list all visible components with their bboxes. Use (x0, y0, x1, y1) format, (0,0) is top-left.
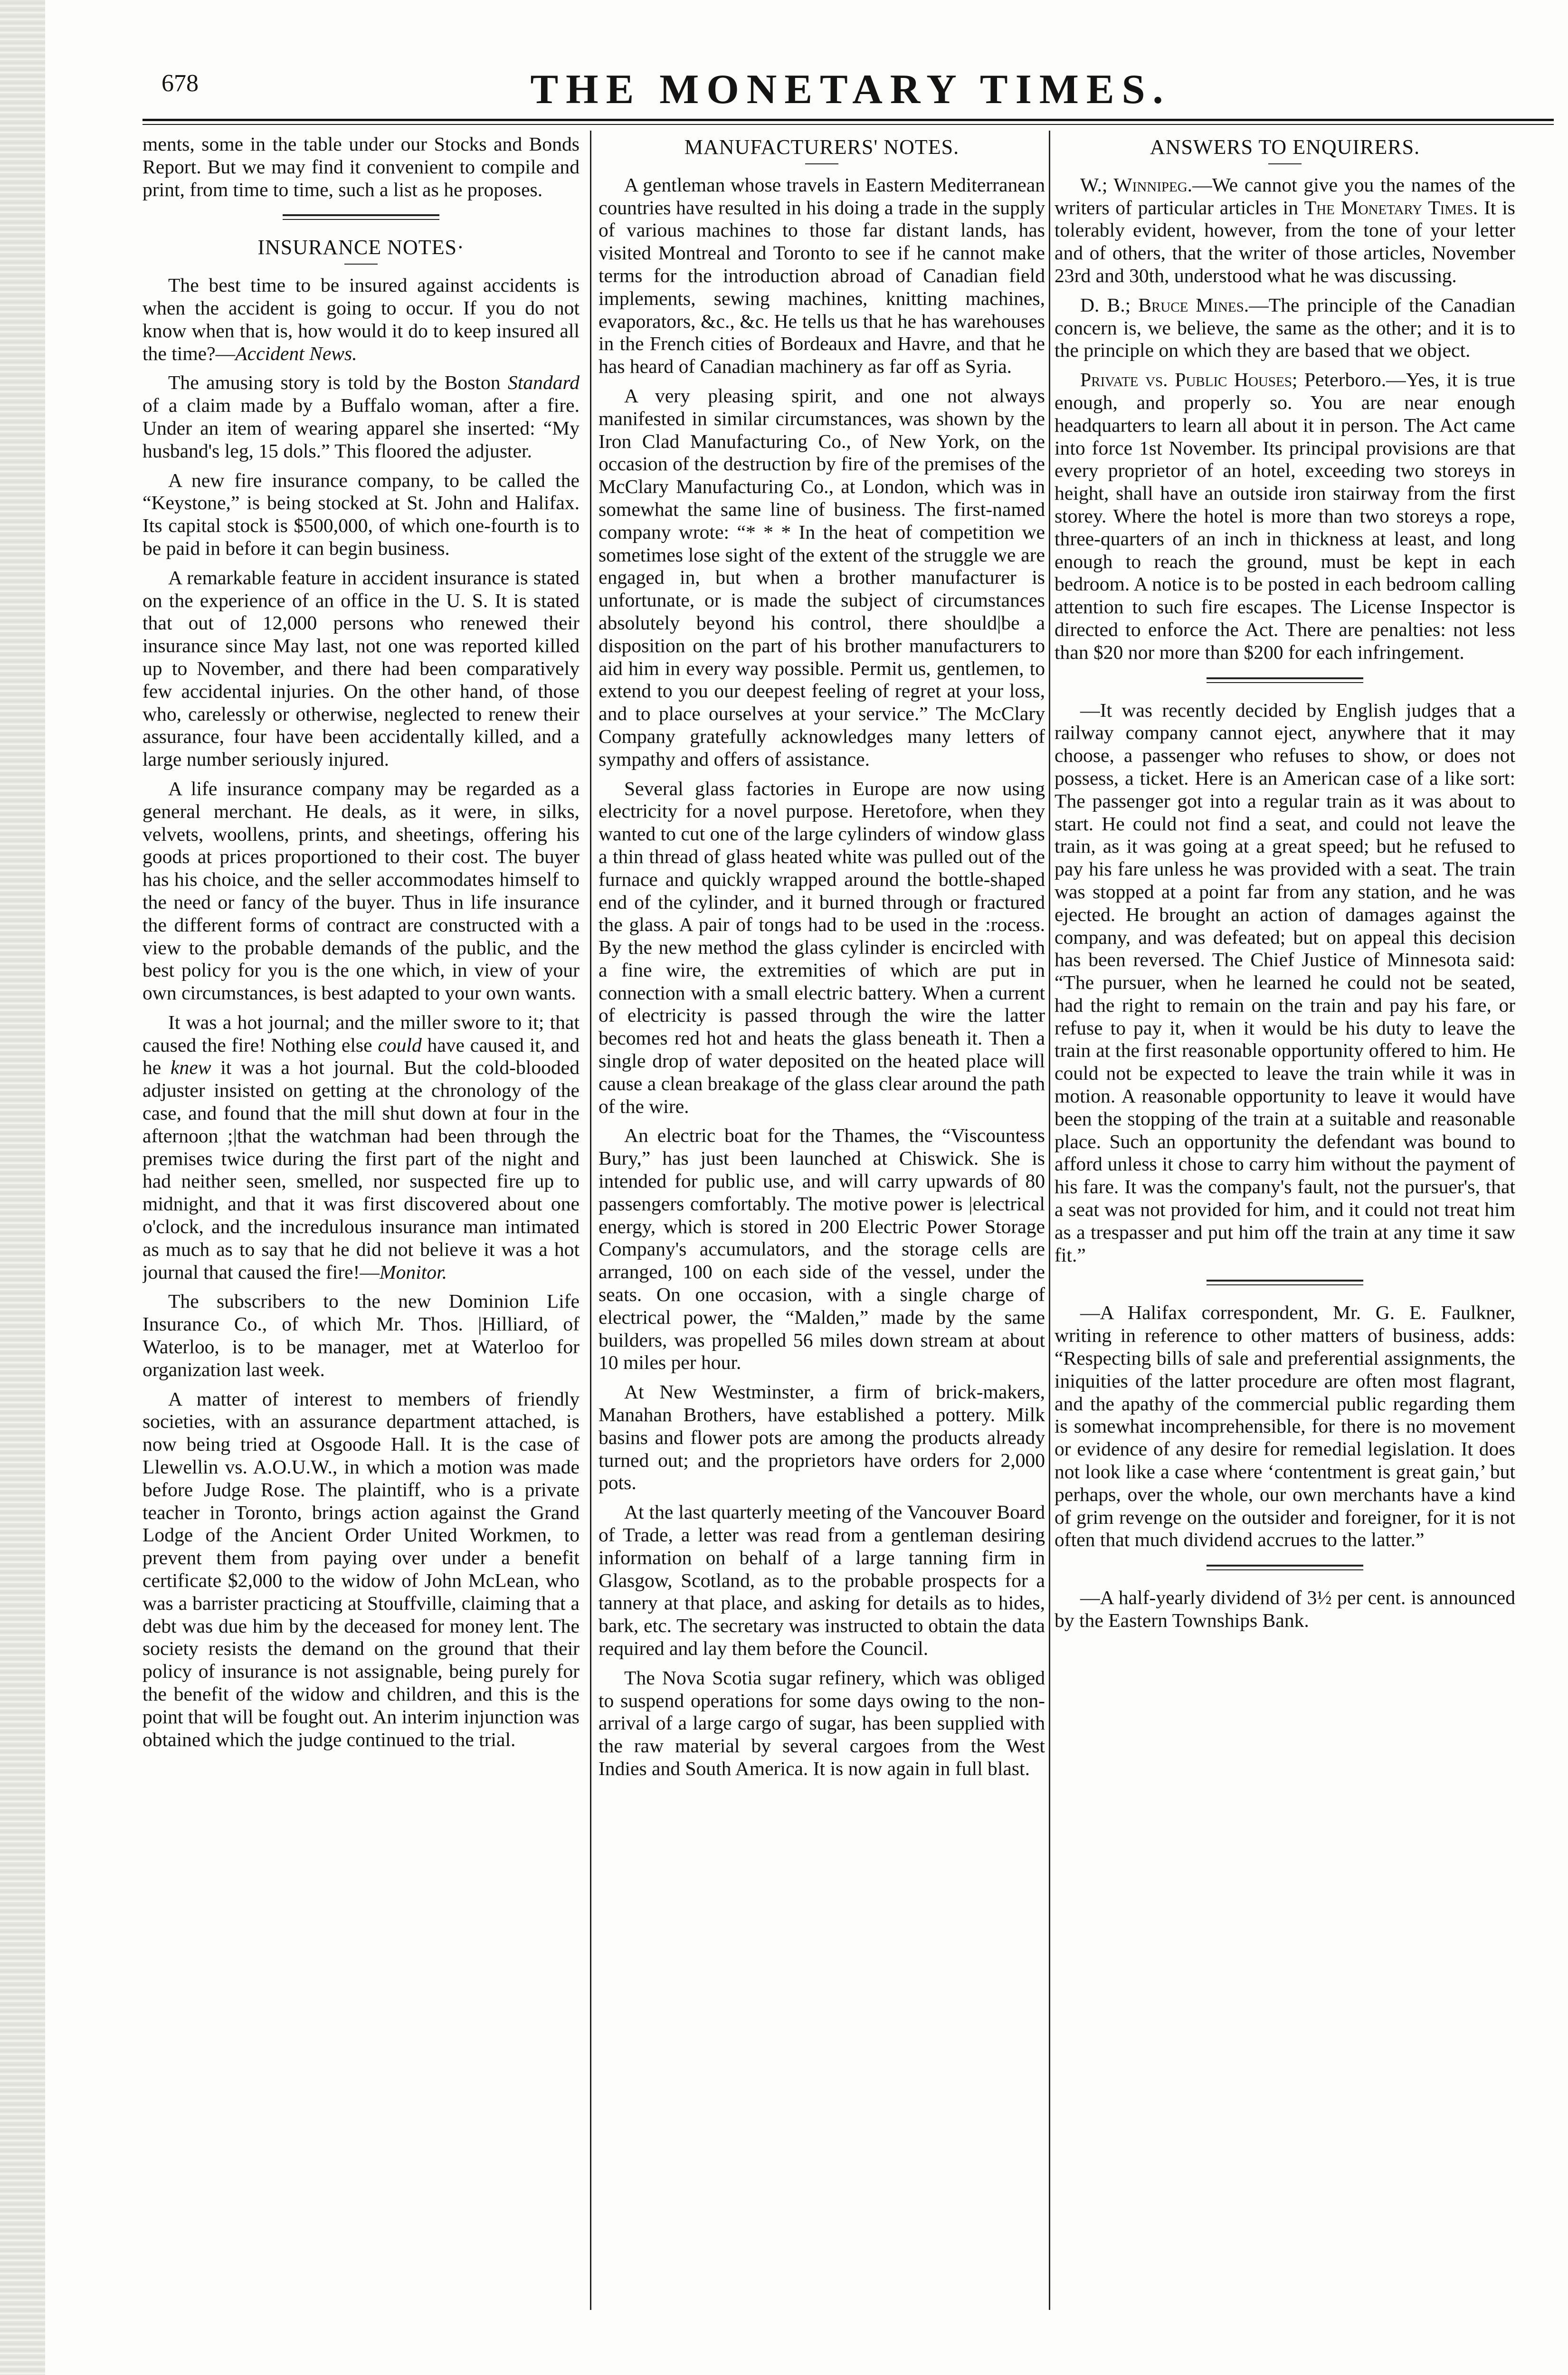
paragraph: At the last quarterly meeting of the Vancouver Board of Trade, a letter was read from a gentleman desiring information on behalf of a large tanning firm in Glasgow, Scotland, as to the probable prospects for a tannery at that place, and asking for details as to hides, bark, etc. The secretary was instructed to obtain the data required and lay them before the Council. (599, 1501, 1045, 1659)
paragraph: The amusing story is told by the Boston Standard of a claim made by a Buffalo woman, after a fire. Under an item of wearing apparel she inserted: “My husband's leg, 15 dols.” This floored the adjuster. (143, 371, 580, 462)
scan-edge (0, 0, 45, 2375)
page-number: 678 (162, 70, 199, 97)
source-citation: Accident News. (235, 342, 357, 364)
paragraph: D. B.; Bruce Mines.—The principle of the Canadian concern is, we believe, the same as the other; and it is to the principle on which they are based that we object. (1055, 294, 1515, 361)
paragraph: —A Halifax correspondent, Mr. G. E. Faulkner, writing in reference to other matters of business, adds: “Respecting bills of sale and preferential assignments, the iniquities of the latter procedure are often most flagrant, and the apathy of the commercial public regarding them is somewhat incomprehensible, for there is no movement or evidence of any desire for remedial legislation. It does not look like a case where ‘contentment is great gain,’ but perhaps, over the whole, our own merchants have a kind of grim revenge on the outsider and foreigner, for it is not often that much dividend accrues to the latter.” (1055, 1302, 1515, 1551)
paragraph: The Nova Scotia sugar refinery, which was obliged to suspend operations for some days owing to the non-arrival of a large cargo of sugar, has been supplied with the raw material by several cargoes from the West Indies and South America. It is now again in full blast. (599, 1666, 1045, 1779)
paragraph: ments, some in the table under our Stocks and Bonds Report. But we may find it convenient to compile and print, from time to time, such a list as he proposes. (143, 133, 580, 200)
paragraph: A new fire insurance company, to be called the “Keystone,” is being stocked at St. John and Halifax. Its capital stock is $500,000, of which one-fourth is to be paid in before it can begin business. (143, 469, 580, 559)
section-heading-answers: ANSWERS TO ENQUIRERS. (1150, 135, 1420, 159)
masthead-title: THE MONETARY TIMES. (530, 66, 1171, 113)
heading-rule (805, 163, 838, 164)
column-1 (143, 133, 580, 2312)
source-citation: Monitor. (379, 1261, 447, 1283)
paragraph: A gentleman whose travels in Eastern Mediterranean countries have resulted in his doing a trade in the supply of various machines to those far distant lands, has visited Montreal and Toronto to see if he cannot make terms for the introduction abroad of Canadian field implements, sewing machines, knitting machines, evaporators, &c., &c. He tells us that he has warehouses in the French cities of Bordeaux and Havre, and that he has heard of Canadian machinery as far off as Syria. (599, 173, 1045, 378)
section-rule (1207, 1565, 1363, 1570)
paragraph: The best time to be insured against accidents is when the accident is going to occur. If you do not know when that is, how would it do to keep insured all the time?—Accident News. (143, 274, 580, 364)
paragraph: At New Westminster, a firm of brick-makers, Manahan Brothers, have established a pottery. Milk basins and flower pots are among the products already turned out; and the proprietors have orders for 2,000 pots. (599, 1381, 1045, 1494)
paragraph: A very pleasing spirit, and one not always manifested in similar circumstances, was shown by the Iron Clad Manufacturing Co., of New York, on the occasion of the destruction by fire of the premises of the McClary Manufacturing Co., at London, which was in somewhat the same line of business. The first-named company wrote: “* * * In the heat of competition we sometimes lose sight of the extent of the struggle we are engaged in, but when a brother manufacturer is unfortunate, or is made the subject of circumstances absolutely beyond his control, there should|be a disposition on the part of his brother manufacturers to aid him in every way possible. Permit us, gentlemen, to extend to you our deepest feeling of regret at your loss, and to place ourselves at your service.” The McClary Company gratefully acknowledges many letters of sympathy and offers of assistance. (599, 384, 1045, 770)
paragraph: It was a hot journal; and the miller swore to it; that caused the fire! Nothing else could have caused it, and he knew it was a hot journal. But the cold-blooded adjuster insisted on getting at the chronology of the case, and found that the mill shut down at four in the afternoon ;|that the watchman had been through the premises twice during the first part of the night and had neither seen, smelled, nor suspected fire up to midnight, and that it was first discovered about one o'clock, and the incredulous insurance man intimated as much as to say that he did not believe it was a hot journal that caused the fire!—Monitor. (143, 1011, 580, 1283)
enquirer-label: Private vs. Public Houses (1080, 369, 1292, 391)
column-divider (590, 131, 591, 2310)
paragraph: Private vs. Public Houses; Peterboro.—Yes, it is true enough, and properly so. You are near enough headquarters to learn all about it in person. The Act came into force 1st November. Its principal provisions are that every proprietor of an hotel, exceeding two storeys in height, shall have an outside iron stairway from the first storey. Where the hotel is more than two storeys a rope, three-quarters of an inch in thickness at least, and long enough to reach the ground, must be kept in each bedroom. A notice is to be posted in each bedroom calling attention to such fire escapes. The License Inspector is directed to enforce the Act. There are penalties: not less than $20 nor more than $200 for each infringement. (1055, 369, 1515, 663)
paragraph: W.; Winnipeg.—We cannot give you the names of the writers of particular articles in The Monetary Times. It is tolerably evident, however, from the tone of your letter and of others, that the writer of those articles, November 23rd and 30th, understood what he was discussing. (1055, 173, 1515, 286)
heading-rule (1268, 163, 1302, 164)
section-rule (1207, 677, 1363, 683)
section-rule (283, 214, 439, 220)
column-2 (599, 133, 1045, 2312)
paragraph: An electric boat for the Thames, the “Viscountess Bury,” has just been launched at Chiswick. She is intended for public use, and will carry upwards of 80 passengers comfortably. The motive power is |electrical energy, which is stored in 200 Electric Power Storage Company's accumulators, and the storage cells are arranged, 100 on each side of the vessel, under the seats. On one occasion, with a single charge of electrical power, the “Malden,” made by the same builders, was propelled 56 miles down stream at about 10 miles per hour. (599, 1124, 1045, 1374)
heading-rule (344, 264, 378, 265)
paragraph: A remarkable feature in accident insurance is stated on the experience of an office in the U. S. It is stated that out of 12,000 persons who renewed their insurance since May last, not one was reported killed up to November, and there had been comparatively few accidental injuries. On the other hand, of those who, carelessly or otherwise, neglected to renew their assurance, four have been accidentally killed, and a large number seriously injured. (143, 566, 580, 770)
paragraph: A life insurance company may be regarded as a general merchant. He deals, as it were, in silks, velvets, woollens, prints, and sheetings, offering his goods at prices proportioned to their cost. The buyer has his choice, and the seller accommodates himself to the need or fancy of the buyer. Thus in life insurance the different forms of contract are constructed with a view to the probable demands of the public, and the best policy for you is the one which, in view of your own circumstances, is best adapted to your own wants. (143, 777, 580, 1004)
section-heading-insurance: INSURANCE NOTES· (257, 236, 465, 259)
column-divider (1049, 131, 1050, 2310)
paragraph: The subscribers to the new Dominion Life Insurance Co., of which Mr. Thos. |Hilliard, of Waterloo, is to be manager, met at Waterloo for organization last week. (143, 1290, 580, 1380)
enquirer-label: D. B.; Bruce Mines. (1080, 294, 1249, 316)
enquirer-label: W.; Winnipeg. (1080, 173, 1193, 196)
section-heading-manufacturers: MANUFACTURERS' NOTES. (684, 135, 960, 159)
column-3 (1055, 133, 1515, 2312)
page-header (162, 66, 1539, 115)
paragraph: —A half-yearly dividend of 3½ per cent. is announced by the Eastern Townships Bank. (1055, 1586, 1515, 1632)
paragraph: Several glass factories in Europe are now using electricity for a novel purpose. Heretofore, when they wanted to cut one of the large cylinders of window glass a thin thread of glass heated white was pulled out of the furnace and quickly wrapped around the bottle-shaped end of the cylinder, and it burned through or fractured the glass. A pair of tongs had to be used in the :rocess. By the new method the glass cylinder is encircled with a fine wire, the extremities of which are put in connection with a small electric battery. When a current of electricity is passed through the wire the latter becomes red hot and heats the glass beneath it. Then a single drop of water deposited on the heated place will cause a clean breakage of the glass clear around the path of the wire. (599, 777, 1045, 1117)
section-rule (1207, 1280, 1363, 1285)
header-rule (143, 119, 1554, 125)
paragraph: A matter of interest to members of friendly societies, with an assurance department attached, is now being tried at Osgoode Hall. It is the case of Llewellin vs. A.O.U.W., in which a motion was made before Judge Rose. The plaintiff, who is a private teacher in Toronto, brings action against the Grand Lodge of the Ancient Order United Workmen, to prevent them from paying over under a benefit certificate $2,000 to the widow of John McLean, who was a barrister practicing at Stouffville, claiming that a debt was due him by the deceased for money lent. The society resists the demand on the ground that their policy of insurance is not assignable, being purely for the benefit of the widow and children, and this is the point that will be fought out. An interim injunction was obtained which the judge continued to the trial. (143, 1387, 580, 1750)
paragraph: —It was recently decided by English judges that a railway company cannot eject, anywhere that it may choose, a passenger who refuses to show, or does not possess, a ticket. Here is an American case of a like sort: The passenger got into a regular train as it was about to start. He could not find a seat, and could not leave the train, as it was going at a great speed; but he refused to pay his fare unless he was provided with a seat. The train was stopped at a point far from any station, and he was ejected. He brought an action of damages against the company, and was defeated; but on appeal this decision has been reversed. The Chief Justice of Minnesota said: “The pursuer, when he learned he could not be seated, had the right to remain on the train and pay his fare, or refuse to pay it, when it would be his duty to leave the train at the first reasonable opportunity offered to him. He could not be expected to leave the train while it was in motion. A reasonable opportunity to leave it would have been the stopping of the train at a suitable and reasonable place. Such an opportunity the defendant was bound to afford unless it chose to carry him without the payment of his fare. It was the company's fault, not the pursuer's, that a seat was not provided for him, and it could not treat him as a trespasser and put him off the train at any time it saw fit.” (1055, 699, 1515, 1266)
